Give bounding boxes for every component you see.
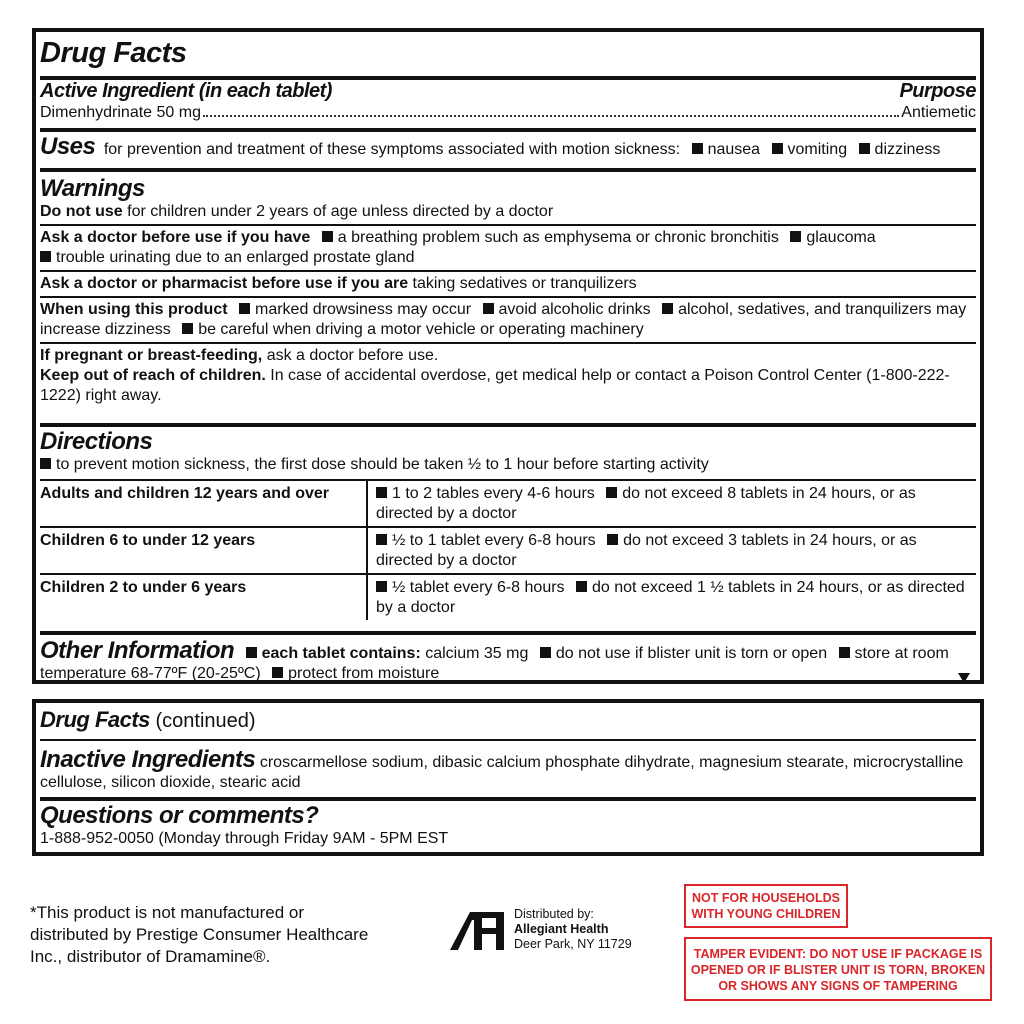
- other-info-heading: Other Information: [40, 637, 235, 664]
- warning-item: alcohol, sedatives, and tranquilizers may increase dizziness: [40, 301, 967, 338]
- table-row: [40, 480, 976, 527]
- disclaimer-line: Inc., distributor of Dramamine®.: [30, 947, 271, 966]
- ask-pharmacist-text: taking sedatives or tranquilizers: [408, 275, 637, 292]
- purpose-header: Purpose: [899, 80, 976, 102]
- bullet-icon: [606, 487, 617, 498]
- warning-item: be careful when driving a motor vehicle or operating machinery: [198, 321, 644, 338]
- dosage-age: Children 6 to under 12 years: [40, 527, 367, 574]
- distributor-block: [446, 906, 632, 952]
- inactive-text: croscarmellose sodium, dibasic calcium phosphate dihydrate, magnesium stearate, microcrystalline cellulose, silicon dioxide, stearic acid: [40, 754, 964, 791]
- drug-facts-continued-panel: [32, 699, 984, 856]
- warnings-section: [40, 172, 976, 427]
- bullet-icon: [376, 581, 387, 592]
- title-section: [40, 32, 976, 80]
- when-using: [40, 296, 976, 342]
- leader-dots: [203, 115, 899, 117]
- continue-arrow-icon: [958, 673, 970, 683]
- inactive-heading: Inactive Ingredients: [40, 746, 256, 773]
- keep-out-label: Keep out of reach of children.: [40, 367, 266, 384]
- uses-section: [40, 132, 976, 172]
- bullet-icon: [859, 143, 870, 154]
- use-item: nausea: [707, 141, 761, 158]
- bullet-icon: [376, 534, 387, 545]
- ingredient-purpose: Antiemetic: [901, 104, 976, 121]
- other-item: store at room temperature 68-77ºF (20-25ºC): [40, 645, 949, 682]
- dosage-item: do not exceed 3 tablets in 24 hours, or as directed by a doctor: [376, 532, 917, 569]
- bullet-icon: [772, 143, 783, 154]
- warning-item: trouble urinating due to an enlarged prostate gland: [56, 249, 415, 266]
- other-information-section: [40, 635, 976, 691]
- dosage-age: Children 2 to under 6 years: [40, 574, 367, 620]
- disclaimer-line: *This product is not manufactured or: [30, 903, 305, 922]
- contains-text: calcium 35 mg: [420, 645, 529, 662]
- directions-intro-text: to prevent motion sickness, the first dose should be taken ½ to 1 hour before starting activity: [56, 456, 709, 473]
- company-address: Deer Park, NY 11729: [514, 936, 632, 951]
- bullet-icon: [40, 458, 51, 469]
- drug-facts-panel: [32, 28, 984, 684]
- questions-phone: 1-888-952-0050 (Monday through Friday 9AM - 5PM EST: [40, 830, 449, 847]
- continued-title: Drug Facts: [40, 707, 150, 732]
- dosage-item: ½ tablet every 6-8 hours: [392, 579, 565, 596]
- warnings-heading: Warnings: [40, 175, 145, 202]
- keep-out-text: In case of accidental overdose, get medical help or contact a Poison Control Center (1-800-222-1222) right away.: [40, 367, 950, 404]
- do-not-use: [40, 202, 976, 224]
- bullet-icon: [246, 647, 257, 658]
- other-item: do not use if blister unit is torn or open: [555, 645, 828, 662]
- bullet-icon: [40, 251, 51, 262]
- ask-pharmacist-label: Ask a doctor or pharmacist before use if you are: [40, 275, 409, 292]
- do-not-use-text: for children under 2 years of age unless directed by a doctor: [122, 203, 554, 220]
- directions-heading: Directions: [40, 428, 153, 455]
- dosage-item: do not exceed 1 ½ tablets in 24 hours, or as directed by a doctor: [376, 579, 965, 616]
- bullet-icon: [662, 303, 673, 314]
- active-ingredient-section: [40, 76, 976, 132]
- bullet-icon: [483, 303, 494, 314]
- distributor-text: [514, 907, 632, 952]
- do-not-use-label: Do not use: [40, 203, 123, 220]
- ask-pharmacist: [40, 270, 976, 296]
- uses-text: for prevention and treatment of these symptoms associated with motion sickness:: [103, 141, 681, 158]
- continued-title-section: [40, 703, 976, 741]
- disclaimer: [30, 902, 390, 968]
- bullet-icon: [576, 581, 587, 592]
- uses-heading: Uses: [40, 133, 96, 160]
- tamper-evident-box: TAMPER EVIDENT: DO NOT USE IF PACKAGE IS OPENED OR IF BLISTER UNIT IS TORN, BROKEN OR SHOWS ANY SIGNS OF TAMPERING: [684, 937, 992, 1001]
- other-item: protect from moisture: [288, 665, 440, 682]
- active-ingredient-header: Active Ingredient (in each tablet): [40, 80, 332, 102]
- household-warning-box: NOT FOR HOUSEHOLDS WITH YOUNG CHILDREN: [684, 884, 848, 928]
- warning-item: glaucoma: [806, 229, 876, 246]
- questions-section: [40, 801, 976, 849]
- ask-doctor-label: Ask a doctor before use if you have: [40, 229, 311, 246]
- allegiant-health-logo-icon: [446, 906, 508, 952]
- bullet-icon: [607, 534, 618, 545]
- ask-doctor: [40, 224, 976, 270]
- dosage-value: [367, 480, 976, 527]
- bullet-icon: [790, 231, 801, 242]
- continued-suffix: (continued): [149, 710, 256, 732]
- company-name: Allegiant Health: [514, 921, 609, 936]
- contains-label: each tablet contains:: [261, 645, 421, 662]
- dosage-item: do not exceed 8 tablets in 24 hours, or as directed by a doctor: [376, 485, 916, 522]
- bullet-icon: [839, 647, 850, 658]
- directions-intro: [40, 455, 976, 479]
- bullet-icon: [376, 487, 387, 498]
- disclaimer-line: distributed by Prestige Consumer Healthcare: [30, 925, 369, 944]
- bullet-icon: [540, 647, 551, 658]
- use-item: vomiting: [787, 141, 848, 158]
- logo-text: AH: [446, 906, 448, 907]
- table-row: [40, 527, 976, 574]
- bullet-icon: [182, 323, 193, 334]
- dosage-age: Adults and children 12 years and over: [40, 485, 329, 502]
- dosage-value: [367, 574, 976, 620]
- pregnant-text: ask a doctor before use.: [262, 347, 439, 364]
- inactive-ingredients-section: [40, 741, 976, 801]
- bullet-icon: [272, 667, 283, 678]
- dosage-item: 1 to 2 tables every 4-6 hours: [392, 485, 595, 502]
- warning-item: marked drowsiness may occur: [255, 301, 472, 318]
- distributed-by: Distributed by:: [514, 906, 594, 921]
- bullet-icon: [322, 231, 333, 242]
- ingredient-name: Dimenhydrinate 50 mg: [40, 104, 201, 121]
- warning-item: a breathing problem such as emphysema or chronic bronchitis: [337, 229, 779, 246]
- table-row: [40, 574, 976, 620]
- dosage-item: ½ to 1 tablet every 6-8 hours: [392, 532, 596, 549]
- when-using-label: When using this product: [40, 301, 228, 318]
- dosage-value: [367, 527, 976, 574]
- questions-heading: Questions or comments?: [40, 802, 319, 829]
- warning-item: avoid alcoholic drinks: [498, 301, 651, 318]
- directions-section: [40, 427, 976, 635]
- dosage-table: [40, 479, 976, 620]
- use-item: dizziness: [874, 141, 941, 158]
- pregnant-and-keep-out: [40, 342, 976, 406]
- drug-facts-title: Drug Facts: [40, 37, 187, 69]
- bullet-icon: [239, 303, 250, 314]
- pregnant-label: If pregnant or breast-feeding,: [40, 347, 263, 364]
- bullet-icon: [692, 143, 703, 154]
